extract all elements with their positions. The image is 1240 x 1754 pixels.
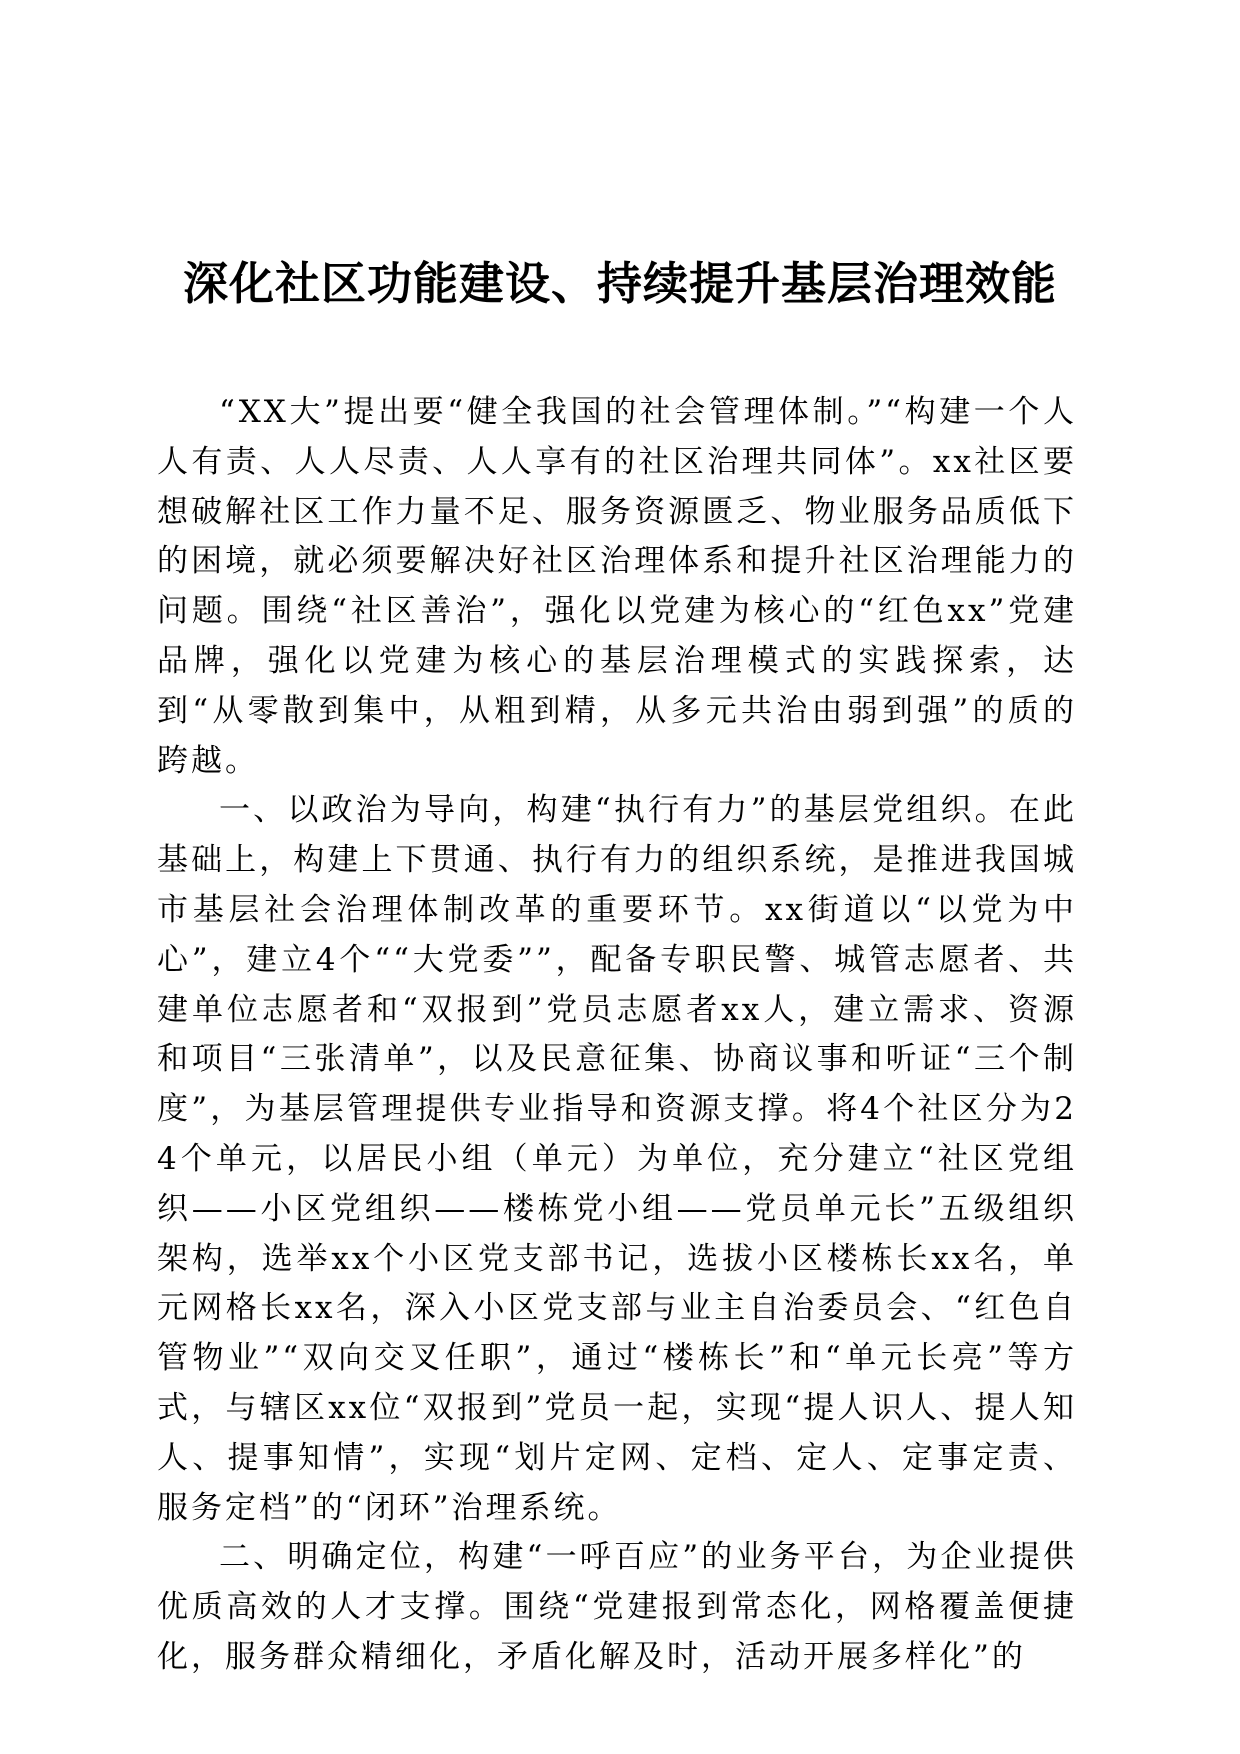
- paragraph-intro: “XX大”提出要“健全我国的社会管理体制。”“构建一个人人有责、人人尽责、人人享有的社区治理共同体”。xx社区要想破解社区工作力量不足、服务资源匮乏、物业服务品质低下的困境，就必须要解决好社区治理体系和提升社区治理能力的问题。围绕“社区善治”，强化以党建为核心的“红色xx”党建品牌，强化以党建为核心的基层治理模式的实践探索，达到“从零散到集中，从粗到精，从多元共治由弱到强”的质的跨越。: [157, 394, 1077, 779]
- paragraph-section-two: 二、明确定位，构建“一呼百应”的业务平台，为企业提供优质高效的人才支撑。围绕“党建报到常态化，网格覆盖便捷化，服务群众精细化，矛盾化解及时，活动开展多样化”的: [157, 1539, 1077, 1675]
- document-body: [157, 388, 1077, 1683]
- paragraph-section-one: 一、以政治为导向，构建“执行有力”的基层党组织。在此基础上，构建上下贯通、执行有力的组织系统，是推进我国城市基层社会治理体制改革的重要环节。xx街道以“以党为中心”，建立4个““大党委””，配备专职民警、城管志愿者、共建单位志愿者和“双报到”党员志愿者xx人，建立需求、资源和项目“三张清单”，以及民意征集、协商议事和听证“三个制度”，为基层管理提供专业指导和资源支撑。将4个社区分为24个单元，以居民小组（单元）为单位，充分建立“社区党组织——小区党组织——楼栋党小组——党员单元长”五级组织架构，选举xx个小区党支部书记，选拔小区楼栋长xx名，单元网格长xx名，深入小区党支部与业主自治委员会、“红色自管物业”“双向交叉任职”，通过“楼栋长”和“单元长亮”等方式，与辖区xx位“双报到”党员一起，实现“提人识人、提人知人、提事知情”，实现“划片定网、定档、定人、定事定责、服务定档”的“闭环”治理系统。: [157, 792, 1077, 1526]
- document-title: 深化社区功能建设、持续提升基层治理效能: [182, 257, 1057, 310]
